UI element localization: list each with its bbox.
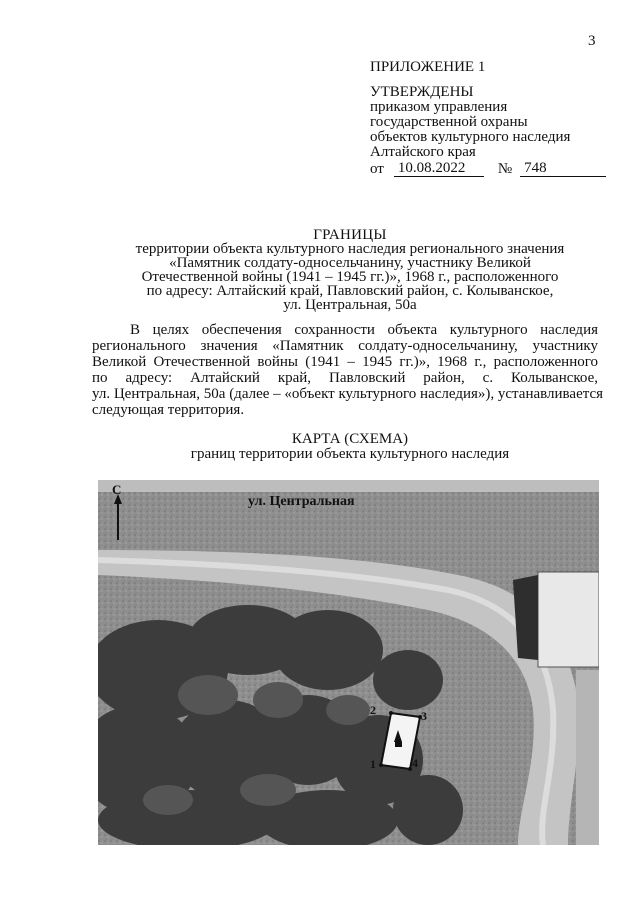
point-label-4: 4 (412, 756, 418, 770)
document-title (80, 228, 620, 312)
approval-line: объектов культурного наследия (370, 129, 571, 145)
point-label-2: 2 (370, 703, 376, 717)
body-line: регионального значения «Памятник солдату-односельчанину, участнику (92, 338, 598, 354)
number-label: № (497, 161, 513, 177)
title-main: ГРАНИЦЫ (313, 227, 387, 243)
map-subtitle: границ территории объекта культурного наследия (190, 446, 510, 462)
aerial-map (98, 480, 599, 845)
body-line: по адресу: Алтайский край, Павловский район, с. Колыванское, (92, 370, 598, 386)
order-details (370, 161, 620, 177)
point-label-1: 1 (370, 757, 376, 771)
title-line: ул. Центральная, 50а (283, 297, 417, 313)
approval-line: государственной охраны (370, 114, 528, 130)
title-line: по адресу: Алтайский край, Павловский район, с. Колыванское, (146, 283, 554, 299)
map-title-block (80, 432, 620, 462)
title-line: территории объекта культурного наследия регионального значения (135, 241, 565, 257)
north-label: С (112, 482, 122, 497)
body-line: Великой Отечественной войны (1941 – 1945 гг.)», 1968 г., расположенного (92, 354, 598, 370)
body-line: следующая территория. (92, 402, 245, 418)
point-label-3: 3 (421, 709, 427, 723)
order-date: 10.08.2022 (394, 161, 484, 177)
page-number: 3 (588, 33, 596, 49)
title-line: «Памятник солдату-односельчанину, участнику Великой (169, 255, 531, 271)
map-title: КАРТА (СХЕМА) (291, 431, 409, 447)
body-line: В целях обеспечения сохранности объекта культурного наследия (130, 322, 598, 338)
approval-line: приказом управления (370, 99, 508, 115)
from-label: от (370, 161, 384, 177)
approved-label: УТВЕРЖДЕНЫ (370, 84, 474, 100)
approval-line: Алтайского края (370, 144, 476, 160)
body-line: ул. Центральная, 50а (далее – «объект культурного наследия»), устанавливается (92, 386, 604, 402)
title-line: Отечественной войны (1941 – 1945 гг.)», 1968 г., расположенного (141, 269, 559, 285)
approval-block (370, 60, 620, 177)
street-label: ул. Центральная (248, 494, 355, 509)
aerial-photo (98, 480, 599, 845)
order-number: 748 (520, 161, 606, 177)
appendix-heading: ПРИЛОЖЕНИЕ 1 (370, 59, 486, 75)
body-paragraph (92, 322, 604, 418)
